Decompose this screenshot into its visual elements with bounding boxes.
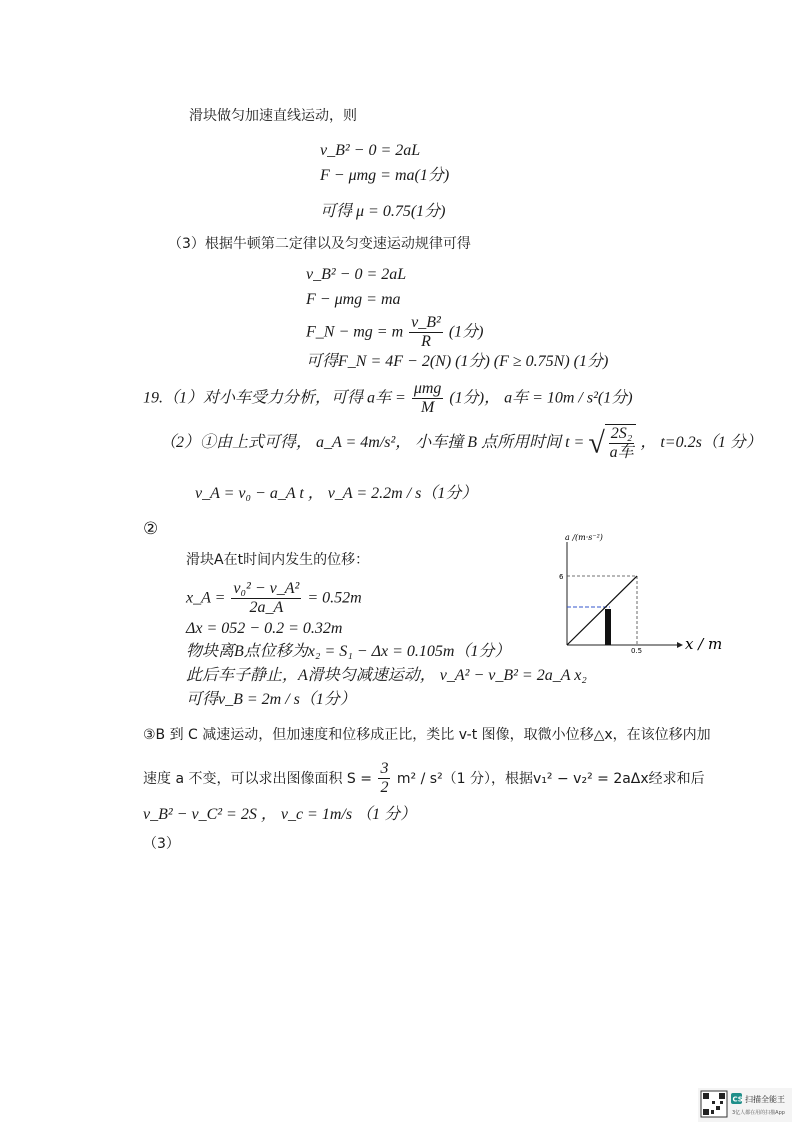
text-line: 滑块做匀加速直线运动，则 xyxy=(189,108,357,124)
fraction-denominator: R xyxy=(421,333,431,351)
fraction xyxy=(378,760,390,798)
equation-line: F − μmg = ma xyxy=(306,291,401,308)
section-heading: （3） xyxy=(143,836,180,852)
fraction xyxy=(409,314,443,352)
equation-part: m² / s²（1 分），根据v₁² − v₂² = 2aΔx经求和后 xyxy=(396,770,705,787)
text-line xyxy=(143,760,705,798)
equation-line xyxy=(186,580,362,618)
equation-part: (1分)， a车 = 10m / s²(1分) xyxy=(449,389,633,407)
equation-line: v_A = v₀ − a_A t ， v_A = 2.2m / s（1分） xyxy=(195,485,478,502)
equation-part: （2）①由上式可得， a_A = 4m/s²， 小车撞 B 点所用时间 t = xyxy=(160,434,585,452)
logo-title: 扫描全能王 xyxy=(745,1095,785,1104)
x-axis-arrow xyxy=(677,642,683,648)
equation-line: 物块离B点位移为x₂ = S₁ − Δx = 0.105m（1分） xyxy=(186,643,511,660)
small-area-strip xyxy=(605,609,611,645)
acceleration-displacement-graph xyxy=(555,528,755,658)
equation-part: x_A = xyxy=(186,589,226,607)
equation-line: v_B² − v_C² = 2S ， v_c = 1m/s （1 分） xyxy=(143,806,417,823)
x-axis-label: x / m xyxy=(685,635,723,653)
equation-part: F_N − mg = m xyxy=(306,323,404,341)
section-heading: （3）根据牛顿第二定律以及匀变速运动规律可得 xyxy=(168,236,471,252)
equation-part: = 0.52m xyxy=(307,589,362,607)
fraction-denominator: M xyxy=(420,399,435,417)
qr-code-icon xyxy=(698,1088,792,1122)
fraction-denominator: 2a_A xyxy=(249,599,284,617)
text-line: ③B 到 C 减速运动，但加速度和位移成正比，类比 v-t 图像，取微小位移△x，在该位移内加 xyxy=(143,727,711,743)
fraction-numerator: v₀² − v_A² xyxy=(231,580,301,599)
equation-line: Δx = 052 − 0.2 = 0.32m xyxy=(186,620,343,637)
equation-line xyxy=(160,424,762,463)
square-root xyxy=(605,424,637,463)
fraction xyxy=(609,425,635,463)
fraction-numerator: 3 xyxy=(378,760,390,779)
fraction-denominator: a车 xyxy=(609,444,634,462)
y-axis-label: a /(m·s⁻²) xyxy=(565,533,603,542)
x-tick-label: 0.5 xyxy=(631,647,643,655)
fraction xyxy=(231,580,301,618)
equation-line: v_B² − 0 = 2aL xyxy=(320,142,421,159)
fraction-numerator: v_B² xyxy=(409,314,443,333)
logo-subtitle: 3亿人都在用的扫描App xyxy=(732,1110,785,1116)
fraction xyxy=(412,380,444,418)
radical-sign: √ xyxy=(588,426,605,460)
step-marker: ② xyxy=(143,519,159,538)
text-line: 滑块A在t时间内发生的位移： xyxy=(186,552,370,568)
equation-part: (1分) xyxy=(448,323,484,341)
fraction-numerator: 2S₂ xyxy=(609,425,635,444)
problem-19-line xyxy=(143,380,633,418)
equation-line: v_B² − 0 = 2aL xyxy=(306,266,407,283)
linear-relation-line xyxy=(567,576,637,645)
scanner-watermark xyxy=(698,1088,792,1122)
equation-line: 可得F_N = 4F − 2(N) (1分) (F ≥ 0.75N) (1分) xyxy=(306,353,609,370)
equation-part: ， t=0.2s（1 分） xyxy=(640,434,762,452)
equation-line: 此后车子静止，A滑块匀减速运动， v_A² − v_B² = 2a_A x₂ xyxy=(186,667,587,684)
logo-badge: CS xyxy=(732,1095,743,1104)
fraction-denominator: 2 xyxy=(380,779,389,797)
equation-part: 19.（1）对小车受力分析，可得 a车 = xyxy=(143,389,406,407)
equation-line: 可得v_B = 2m / s（1分） xyxy=(186,691,356,708)
equation-line xyxy=(306,314,484,352)
equation-line: 可得 μ = 0.75(1分) xyxy=(320,203,446,220)
equation-part: 速度 a 不变，可以求出图像面积 S = xyxy=(143,770,372,787)
fraction-numerator: μmg xyxy=(412,380,444,399)
equation-line: F − μmg = ma(1分) xyxy=(320,167,450,184)
y-tick-label: 6 xyxy=(559,573,564,581)
